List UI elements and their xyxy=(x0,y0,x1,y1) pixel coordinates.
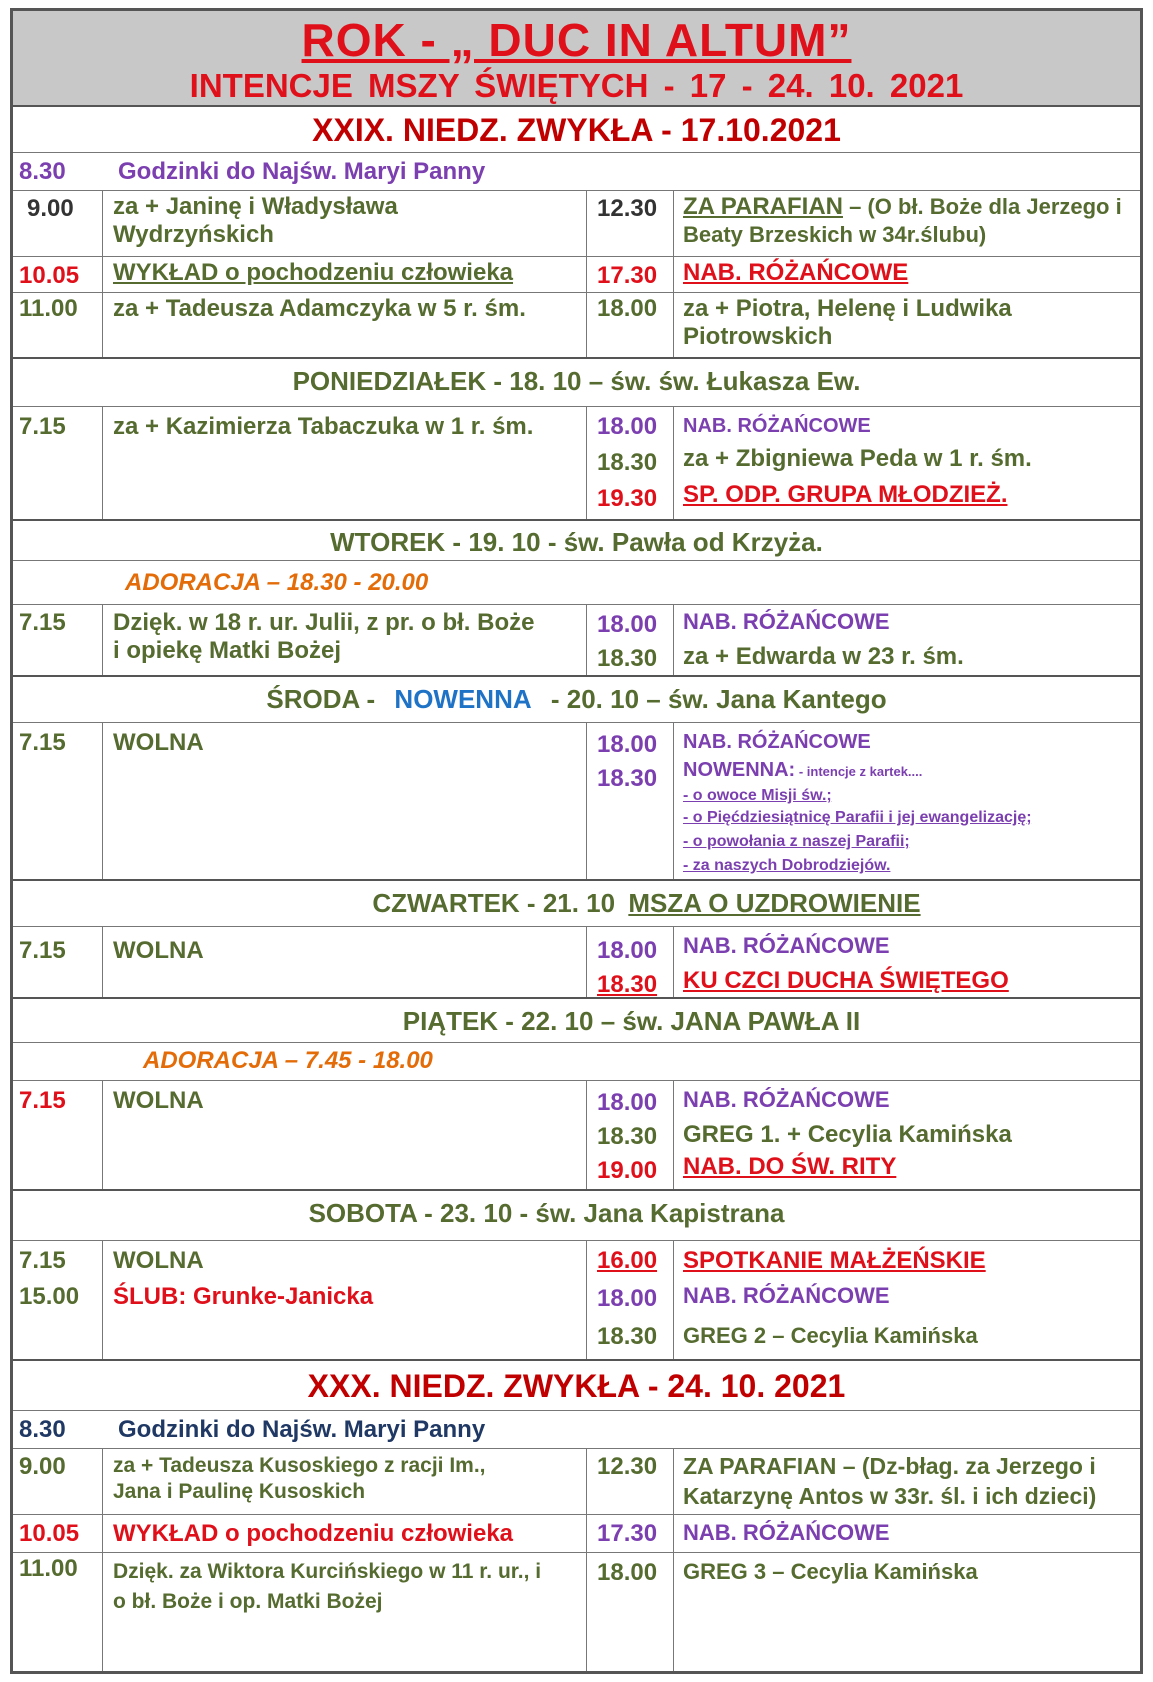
sunday2-row-3 xyxy=(13,1553,1140,1671)
mass-time: 16.00 xyxy=(597,1247,658,1274)
mass-intention: NAB. RÓŻAŃCOWE xyxy=(683,259,909,286)
mass-time: 18.30 xyxy=(597,449,658,476)
mass-intention: Dzięk. za Wiktora Kurcińskiego w 11 r. ur., i o bł. Boże i op. Matki Bożej xyxy=(113,1560,542,1613)
adoration-note: ADORACJA – 7.45 - 18.00 xyxy=(143,1047,433,1074)
mass-intention: za + Zbigniewa Peda w 1 r. śm. xyxy=(683,445,1032,472)
mass-intention: NAB. RÓŻAŃCOWE xyxy=(683,1087,890,1112)
mass-time: 18.30 xyxy=(597,765,658,792)
sunday1-row-3 xyxy=(13,293,1140,359)
mass-time: 18.00 xyxy=(597,1285,658,1312)
mass-intention: za + Janinę i Władysława Wydrzyńskich xyxy=(113,193,398,248)
mass-intention: WOLNA xyxy=(113,1247,204,1274)
tuesday-row xyxy=(13,605,1140,677)
novena-intention: - o powołania z naszej Parafii; xyxy=(683,833,910,850)
mass-intention: WOLNA xyxy=(113,1087,204,1114)
mass-time: 12.30 xyxy=(597,1453,658,1480)
mass-intention: NAB. RÓŻAŃCOWE xyxy=(683,1520,890,1545)
healing-mass-label: MSZA O UZDROWIENIE xyxy=(628,888,921,918)
mass-time: 18.30 xyxy=(597,1123,658,1150)
tuesday-heading: WTOREK - 19. 10 - św. Pawła od Krzyża. xyxy=(13,521,1140,561)
mass-time: 19.30 xyxy=(597,485,658,512)
wednesday-row xyxy=(13,723,1140,881)
mass-intention: WYKŁAD o pochodzeniu człowieka xyxy=(113,259,514,286)
mass-time: 18.30 xyxy=(597,1323,658,1350)
mass-intention: SPOTKANIE MAŁŻEŃSKIE xyxy=(683,1247,986,1274)
mass-time: 10.05 xyxy=(19,1520,80,1547)
thursday-row xyxy=(13,927,1140,999)
thursday-date: CZWARTEK - 21. 10 xyxy=(372,888,616,918)
mass-intention: NAB. RÓŻAŃCOWE xyxy=(683,731,871,753)
mass-intention: ZA PARAFIAN – (O bł. Boże dla Jerzego i Beaty Brzeskich w 34r.ślubu) xyxy=(683,193,1122,247)
saturday-row xyxy=(13,1241,1140,1361)
novena-intention: - o Pięćdziesiątnicę Parafii i jej ewangelizację; xyxy=(683,809,1032,826)
mass-time: 10.05 xyxy=(19,262,80,289)
sunday1-row-2 xyxy=(13,257,1140,293)
mass-time: 11.00 xyxy=(19,1555,78,1582)
mass-intention: za + Kazimierza Tabaczuka w 1 r. śm. xyxy=(113,413,534,440)
mass-intention: za + Piotra, Helenę i Ludwika Piotrowskich xyxy=(683,295,1012,350)
mass-time: 7.15 xyxy=(19,1247,66,1274)
mass-time: 18.00 xyxy=(597,295,658,322)
mass-time: 18.30 xyxy=(597,971,658,998)
mass-time: 9.00 xyxy=(27,195,74,222)
mass-time: 7.15 xyxy=(19,729,66,756)
mass-time: 7.15 xyxy=(19,937,66,964)
mass-intention: GREG 2 – Cecylia Kamińska xyxy=(683,1323,978,1348)
mass-time: 18.00 xyxy=(597,1559,658,1586)
wednesday-heading xyxy=(13,677,1140,723)
mass-time: 7.15 xyxy=(19,413,66,440)
godzinki-text: Godzinki do Najśw. Maryi Panny xyxy=(118,158,486,185)
mass-intention: NAB. RÓŻAŃCOWE xyxy=(683,415,871,437)
mass-time: 17.30 xyxy=(597,262,658,289)
sunday2-godzinki-row xyxy=(13,1411,1140,1449)
mass-intention: ZA PARAFIAN – (Dz-błag. za Jerzego i Katarzynę Antos w 33r. śl. i ich dzieci) xyxy=(683,1453,1097,1509)
sunday2-row-2 xyxy=(13,1515,1140,1553)
mass-time: 18.00 xyxy=(597,937,658,964)
mass-time: 11.00 xyxy=(19,295,78,322)
mass-time: 18.30 xyxy=(597,645,658,672)
mass-intention: KU CZCI DUCHA ŚWIĘTEGO xyxy=(683,967,1009,994)
wednesday-day: ŚRODA - xyxy=(266,684,376,714)
tuesday-adoration-row xyxy=(13,561,1140,605)
novena-intention: - o owoce Misji św.; xyxy=(683,787,832,804)
mass-time: 19.00 xyxy=(597,1157,658,1184)
mass-time: 7.15 xyxy=(19,1087,66,1114)
mass-time: 18.00 xyxy=(597,611,658,638)
sunday1-godzinki-row xyxy=(13,153,1140,191)
sunday1-row-1 xyxy=(13,191,1140,257)
friday-adoration-row xyxy=(13,1043,1140,1081)
bulletin-title: ROK - „ DUC IN ALTUM” xyxy=(301,14,852,66)
adoration-note: ADORACJA – 18.30 - 20.00 xyxy=(125,569,429,596)
mass-intention: NAB. RÓŻAŃCOWE xyxy=(683,609,890,634)
mass-time: 18.00 xyxy=(597,1089,658,1116)
mass-time: 17.30 xyxy=(597,1520,658,1547)
mass-time: 7.15 xyxy=(19,609,66,636)
friday-row xyxy=(13,1081,1140,1191)
mass-intention: NOWENNA: - intencje z kartek.... xyxy=(683,759,923,781)
monday-row xyxy=(13,407,1140,521)
mass-intention: WOLNA xyxy=(113,937,204,964)
mass-time: 9.00 xyxy=(19,1453,66,1480)
mass-intention: ŚLUB: Grunke-Janicka xyxy=(113,1283,374,1310)
mass-intention: za + Edwarda w 23 r. śm. xyxy=(683,643,964,670)
mass-intention: WYKŁAD o pochodzeniu człowieka xyxy=(113,1520,514,1547)
sunday1-heading: XXIX. NIEDZ. ZWYKŁA - 17.10.2021 xyxy=(13,107,1140,153)
saturday-heading: SOBOTA - 23. 10 - św. Jana Kapistrana xyxy=(13,1191,1140,1241)
bulletin-sheet xyxy=(10,8,1143,1674)
mass-intention: Dzięk. w 18 r. ur. Julii, z pr. o bł. Boże i opiekę Matki Bożej xyxy=(113,609,535,664)
novena-intention: - za naszych Dobrodziejów. xyxy=(683,857,891,874)
mass-time: 18.00 xyxy=(597,731,658,758)
godzinki-text: Godzinki do Najśw. Maryi Panny xyxy=(118,1416,486,1443)
mass-intention: NAB. RÓŻAŃCOWE xyxy=(683,933,890,958)
mass-intention: NAB. DO ŚW. RITY xyxy=(683,1153,897,1180)
wednesday-date: - 20. 10 – św. Jana Kantego xyxy=(550,684,887,714)
sunday2-heading: XXX. NIEDZ. ZWYKŁA - 24. 10. 2021 xyxy=(13,1361,1140,1411)
thursday-heading xyxy=(13,881,1140,927)
mass-intention: GREG 3 – Cecylia Kamińska xyxy=(683,1559,978,1584)
bulletin-subtitle: INTENCJE MSZY ŚWIĘTYCH - 17 - 24. 10. 2021 xyxy=(189,67,964,104)
friday-heading: PIĄTEK - 22. 10 – św. JANA PAWŁA II xyxy=(13,999,1140,1043)
mass-intention: za + Tadeusza Kusoskiego z racji Im., Jana i Paulinę Kusoskich xyxy=(113,1454,486,1503)
mass-time: 12.30 xyxy=(597,195,658,222)
mass-intention: GREG 1. + Cecylia Kamińska xyxy=(683,1121,1012,1148)
mass-intention: NAB. RÓŻAŃCOWE xyxy=(683,1283,890,1308)
sunday2-row-1 xyxy=(13,1449,1140,1515)
godzinki-time: 8.30 xyxy=(19,158,66,185)
monday-heading: PONIEDZIAŁEK - 18. 10 – św. św. Łukasza Ew. xyxy=(13,359,1140,407)
mass-intention: WOLNA xyxy=(113,729,204,756)
godzinki-time: 8.30 xyxy=(19,1416,66,1443)
mass-intention: za + Tadeusza Adamczyka w 5 r. śm. xyxy=(113,295,526,322)
novena-label: NOWENNA xyxy=(394,684,532,714)
bulletin-header xyxy=(13,11,1140,107)
mass-time: 15.00 xyxy=(19,1283,80,1310)
mass-time: 18.00 xyxy=(597,413,658,440)
mass-intention: SP. ODP. GRUPA MŁODZIEŻ. xyxy=(683,481,1008,508)
